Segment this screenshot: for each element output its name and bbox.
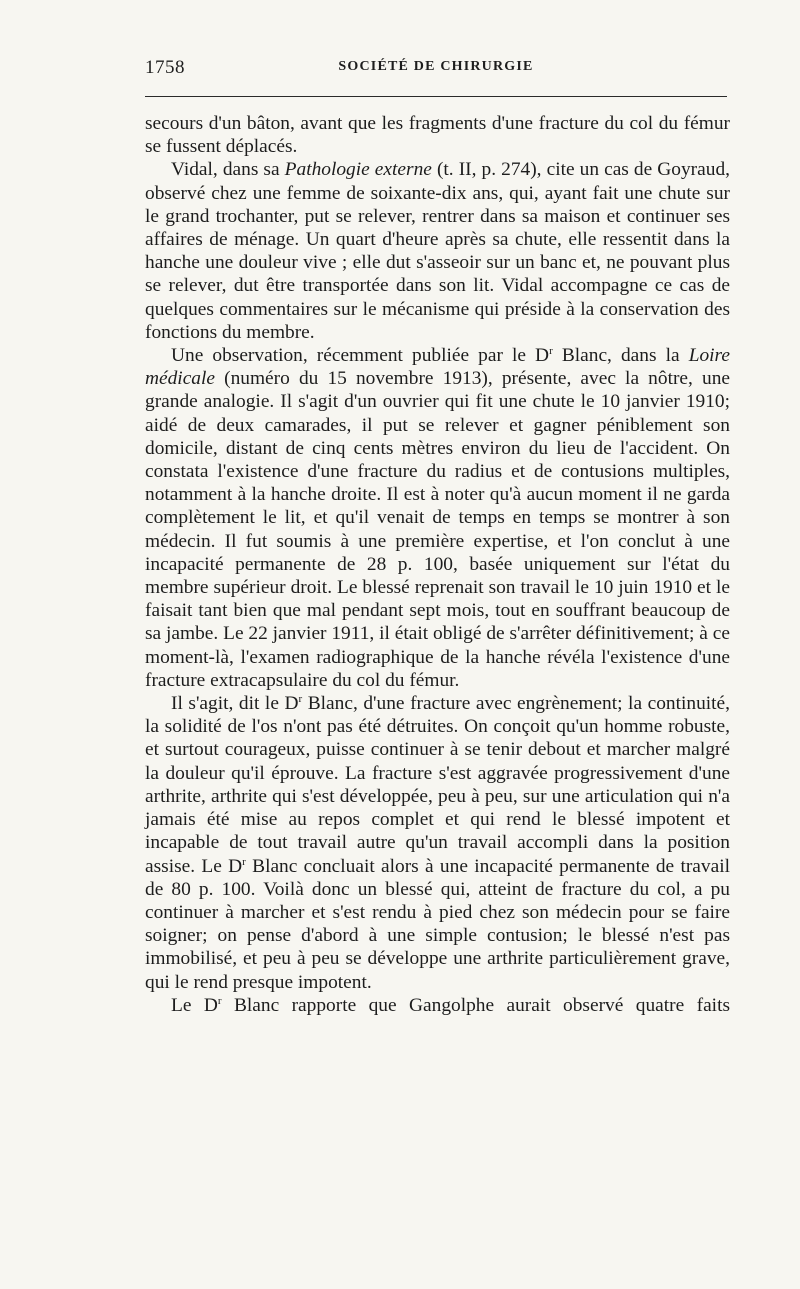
body-text [145,112,730,1017]
paragraph-5 [145,994,730,1017]
paragraph-3-text-b: Blanc, dans la [552,345,689,367]
doctor-abbrev-sup: r [298,693,303,706]
paragraph-2-text-a: Vidal, dans sa [171,159,285,181]
paragraph-5-text-b: Blanc rapporte que Gangolphe aurait observé quatre faits [221,994,730,1016]
paragraph-4-text-a: Il s'agit, dit le D [171,693,299,715]
paragraph-1-text: secours d'un bâton, avant que les fragments d'une fracture du col du fémur se fussent déplacés. [145,113,730,158]
doctor-abbrev-sup: r [549,345,553,358]
paragraph-5-text-a: Le D [171,994,218,1016]
book-title: Pathologie externe [284,159,432,181]
header-rule [145,96,727,97]
paragraph-4-text-c: Blanc concluait alors à une incapacité permanente de travail de 80 p. 100. Voilà donc un blessé qui, atteint de fracture du col, a pu continuer à marcher et s'est rendu à pied chez son médecin pour se faire soigner; on pense d'abord à une simple contusion; le blessé n'est pas immobilisé, et peu à peu se développe une arthrite particulièrement grave, qui le rend presque impotent. [145,855,730,993]
paragraph-2-text-b: (t. II, p. 274), cite un cas de Goyraud, observé chez une femme de soixante-dix ans, qui, ayant fait une chute sur le grand trochanter, put se relever, rentrer dans sa maison et continuer ses affaires de ménage. Un quart d'heure après sa chute, elle ressentit dans la hanche une douleur vive ; elle dut s'asseoir sur un banc et, ne pouvant plus se relever, dut être transportée dans son lit. Vidal accompagne ce cas de quelques commentaires sur le mécanisme qui préside à la conservation des fonctions du membre. [145,159,730,343]
paragraph-4-text-b: Blanc, d'une fracture avec engrènement; la continuité, la solidité de l'os n'ont pas été détruites. On conçoit qu'un homme robuste, et surtout courageux, puisse continuer à se tenir debout et marcher malgré la douleur qu'il éprouve. La fracture s'est aggravée progressivement d'une arthrite, arthrite qui s'est développée, peu à peu, sur une articulation qui n'a jamais été mise au repos complet et qui rend le blessé impotent et incapable de tout travail autre qu'un travail accompli dans la position assise. Le D [145,693,730,877]
paragraph-2 [145,158,730,344]
paragraph-3-text-a: Une observation, récemment publiée par le D [171,345,550,367]
doctor-abbrev-sup: r [217,994,222,1007]
running-title: SOCIÉTÉ DE CHIRURGIE [338,59,534,74]
paragraph-3 [145,344,730,692]
doctor-abbrev-sup: r [242,855,246,868]
page-header [145,57,727,85]
paragraph-4 [145,692,730,994]
page-number: 1758 [145,57,185,78]
paragraph-1 [145,112,730,158]
journal-title: Loire médicale [145,345,730,390]
paragraph-3-text-c: (numéro du 15 novembre 1913), présente, avec la nôtre, une grande analogie. Il s'agit d'un ouvrier qui fit une chute le 10 janvier 1910; aidé de deux camarades, il put se relever et gagner péniblement son domicile, distant de cinq cents mètres environ du lieu de l'accident. On constata l'existence d'une fracture du radius et de contusions multiples, notamment à la hanche droite. Il est à noter qu'à aucun moment il ne garda complètement le lit, et qu'il venait de temps en temps se montrer à son médecin. Il fut soumis à une première expertise, et l'on conclut à une incapacité permanente de 28 p. 100, basée uniquement sur l'état du membre supérieur droit. Le blessé reprenait son travail le 10 juin 1910 et le faisait tant bien que mal pendant sept mois, tout en souffrant beaucoup de sa jambe. Le 22 janvier 1911, il était obligé de s'arrêter définitivement; à ce moment-là, l'examen radiographique de la hanche révéla l'existence d'une fracture extracapsulaire du col du fémur. [145,368,730,691]
